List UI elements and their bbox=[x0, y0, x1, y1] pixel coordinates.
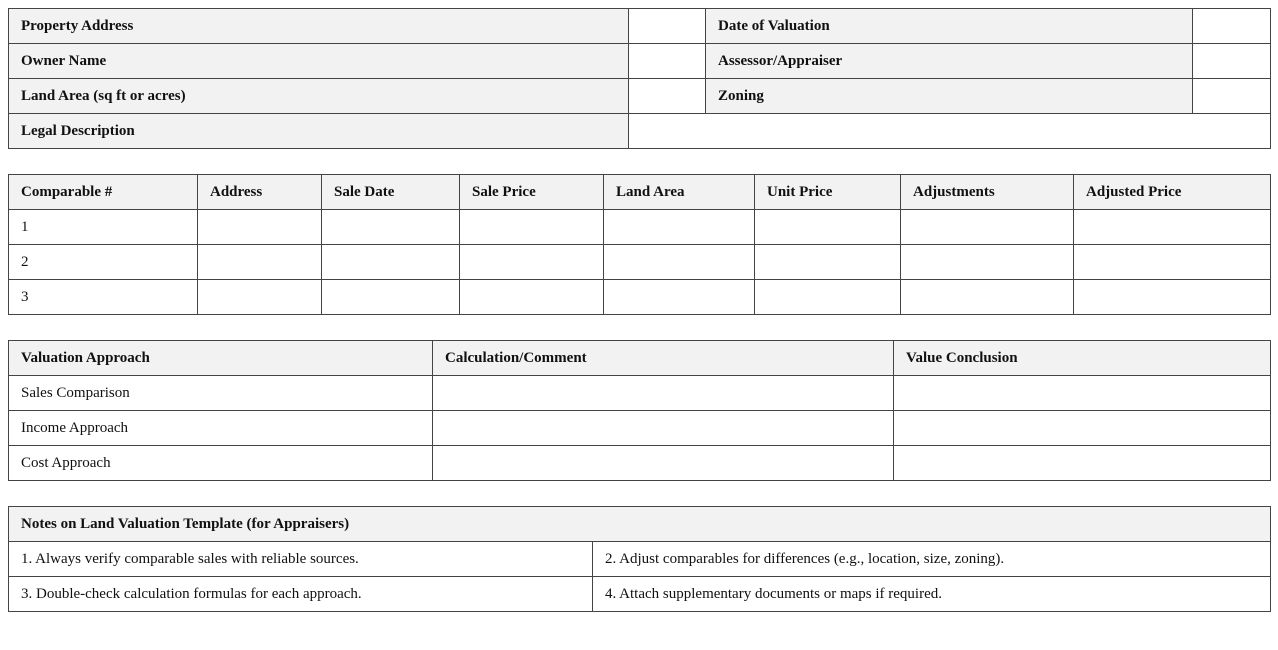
property-address-label: Property Address bbox=[9, 9, 629, 44]
col-header-value-conclusion: Value Conclusion bbox=[894, 341, 1271, 376]
table-row bbox=[9, 446, 1271, 481]
table-row bbox=[9, 245, 1271, 280]
col-header-sale-date: Sale Date bbox=[322, 175, 460, 210]
date-of-valuation-field[interactable] bbox=[1193, 9, 1271, 44]
assessor-appraiser-field[interactable] bbox=[1193, 44, 1271, 79]
sale-price-cell[interactable] bbox=[460, 280, 604, 315]
notes-row bbox=[9, 542, 1271, 577]
col-header-sale-price: Sale Price bbox=[460, 175, 604, 210]
owner-name-row bbox=[9, 44, 1271, 79]
property-address-row bbox=[9, 9, 1271, 44]
owner-name-label: Owner Name bbox=[9, 44, 629, 79]
notes-header-row bbox=[9, 507, 1271, 542]
col-header-valuation-approach: Valuation Approach bbox=[9, 341, 433, 376]
land-area-label: Land Area (sq ft or acres) bbox=[9, 79, 629, 114]
assessor-appraiser-label: Assessor/Appraiser bbox=[706, 44, 1193, 79]
legal-description-label: Legal Description bbox=[9, 114, 629, 149]
adjusted-price-cell[interactable] bbox=[1074, 245, 1271, 280]
notes-title: Notes on Land Valuation Template (for Appraisers) bbox=[9, 507, 1271, 542]
zoning-field[interactable] bbox=[1193, 79, 1271, 114]
adjusted-price-cell[interactable] bbox=[1074, 280, 1271, 315]
adjustments-cell[interactable] bbox=[901, 245, 1074, 280]
land-area-row bbox=[9, 79, 1271, 114]
col-header-address: Address bbox=[198, 175, 322, 210]
land-area-cell[interactable] bbox=[604, 210, 755, 245]
property-info-table bbox=[8, 8, 1271, 149]
notes-row bbox=[9, 577, 1271, 612]
table-row bbox=[9, 210, 1271, 245]
unit-price-cell[interactable] bbox=[755, 210, 901, 245]
unit-price-cell[interactable] bbox=[755, 280, 901, 315]
owner-name-field[interactable] bbox=[629, 44, 706, 79]
calculation-comment-cell[interactable] bbox=[433, 376, 894, 411]
address-cell[interactable] bbox=[198, 210, 322, 245]
sale-date-cell[interactable] bbox=[322, 245, 460, 280]
address-cell[interactable] bbox=[198, 245, 322, 280]
col-header-land-area: Land Area bbox=[604, 175, 755, 210]
valuation-approach-table bbox=[8, 340, 1271, 481]
col-header-adjusted-price: Adjusted Price bbox=[1074, 175, 1271, 210]
land-area-cell[interactable] bbox=[604, 245, 755, 280]
address-cell[interactable] bbox=[198, 280, 322, 315]
sale-date-cell[interactable] bbox=[322, 280, 460, 315]
note-item: 2. Adjust comparables for differences (e.g., location, size, zoning). bbox=[593, 542, 1271, 577]
land-area-cell[interactable] bbox=[604, 280, 755, 315]
comparables-header-row bbox=[9, 175, 1271, 210]
col-header-adjustments: Adjustments bbox=[901, 175, 1074, 210]
calculation-comment-cell[interactable] bbox=[433, 411, 894, 446]
notes-table bbox=[8, 506, 1271, 612]
comparable-number-cell: 2 bbox=[9, 245, 198, 280]
valuation-header-row bbox=[9, 341, 1271, 376]
approach-name-cell: Sales Comparison bbox=[9, 376, 433, 411]
table-row bbox=[9, 376, 1271, 411]
comparable-number-cell: 1 bbox=[9, 210, 198, 245]
unit-price-cell[interactable] bbox=[755, 245, 901, 280]
comparable-number-cell: 3 bbox=[9, 280, 198, 315]
value-conclusion-cell[interactable] bbox=[894, 446, 1271, 481]
sale-price-cell[interactable] bbox=[460, 210, 604, 245]
legal-description-row bbox=[9, 114, 1271, 149]
adjusted-price-cell[interactable] bbox=[1074, 210, 1271, 245]
value-conclusion-cell[interactable] bbox=[894, 376, 1271, 411]
adjustments-cell[interactable] bbox=[901, 210, 1074, 245]
col-header-unit-price: Unit Price bbox=[755, 175, 901, 210]
comparables-table bbox=[8, 174, 1271, 315]
sale-date-cell[interactable] bbox=[322, 210, 460, 245]
note-item: 4. Attach supplementary documents or maps if required. bbox=[593, 577, 1271, 612]
approach-name-cell: Income Approach bbox=[9, 411, 433, 446]
calculation-comment-cell[interactable] bbox=[433, 446, 894, 481]
sale-price-cell[interactable] bbox=[460, 245, 604, 280]
table-row bbox=[9, 280, 1271, 315]
land-valuation-template bbox=[8, 8, 1270, 612]
approach-name-cell: Cost Approach bbox=[9, 446, 433, 481]
col-header-comparable-number: Comparable # bbox=[9, 175, 198, 210]
adjustments-cell[interactable] bbox=[901, 280, 1074, 315]
table-row bbox=[9, 411, 1271, 446]
note-item: 1. Always verify comparable sales with reliable sources. bbox=[9, 542, 593, 577]
property-address-field[interactable] bbox=[629, 9, 706, 44]
land-area-field[interactable] bbox=[629, 79, 706, 114]
legal-description-field[interactable] bbox=[629, 114, 1271, 149]
col-header-calculation-comment: Calculation/Comment bbox=[433, 341, 894, 376]
date-of-valuation-label: Date of Valuation bbox=[706, 9, 1193, 44]
value-conclusion-cell[interactable] bbox=[894, 411, 1271, 446]
zoning-label: Zoning bbox=[706, 79, 1193, 114]
note-item: 3. Double-check calculation formulas for each approach. bbox=[9, 577, 593, 612]
